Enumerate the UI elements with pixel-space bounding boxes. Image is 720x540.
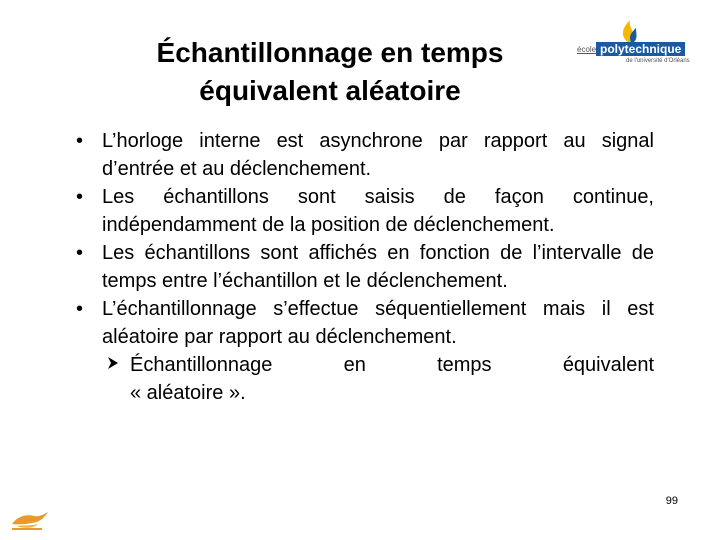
bullet-item: [74, 127, 654, 183]
slide-body: [74, 127, 654, 407]
sub-bullet-item: [74, 351, 654, 407]
bullet-text: Les échantillons sont saisis de façon continue, indépendamment de la position de déclenchement.: [102, 186, 654, 236]
logo-wordmark: polytechnique: [596, 42, 685, 56]
arrow-icon: [106, 351, 120, 379]
bullet-item: [74, 239, 654, 295]
polytechnique-logo: [574, 18, 690, 76]
bullet-item: [74, 295, 654, 351]
title-line-1: Échantillonnage en temps: [156, 37, 504, 68]
bullet-text: Les échantillons sont affichés en fonction de l’intervalle de temps entre l’échantillon et le déclenchement.: [102, 242, 654, 292]
sub-bullet-word: Échantillonnage: [130, 354, 273, 376]
bullet-icon: •: [76, 242, 84, 264]
bullet-icon: •: [76, 130, 84, 152]
logo-subtitle: de l'université d'Orléans: [626, 58, 690, 64]
sub-bullet-word: équivalent: [562, 354, 654, 376]
title-line-2: équivalent aléatoire: [199, 75, 461, 106]
university-logo-icon: [8, 510, 50, 532]
flame-icon: [614, 18, 644, 44]
sub-bullet-line-2: « aléatoire ».: [130, 382, 246, 404]
logo-ecole-text: école: [577, 45, 597, 54]
slide-title: [110, 34, 550, 110]
sub-bullet-word: temps: [437, 354, 492, 376]
bullet-text: L’échantillonnage s’effectue séquentiellement mais il est aléatoire par rapport au déclenchement.: [102, 298, 654, 348]
sub-bullet-line-1: [130, 351, 654, 379]
bullet-icon: •: [76, 298, 84, 320]
bullet-item: [74, 183, 654, 239]
page-number: 99: [665, 495, 678, 507]
sub-bullet-word: en: [343, 354, 366, 376]
bullet-text: L’horloge interne est asynchrone par rapport au signal d’entrée et au déclenchement.: [102, 130, 654, 180]
bullet-icon: •: [76, 186, 84, 208]
